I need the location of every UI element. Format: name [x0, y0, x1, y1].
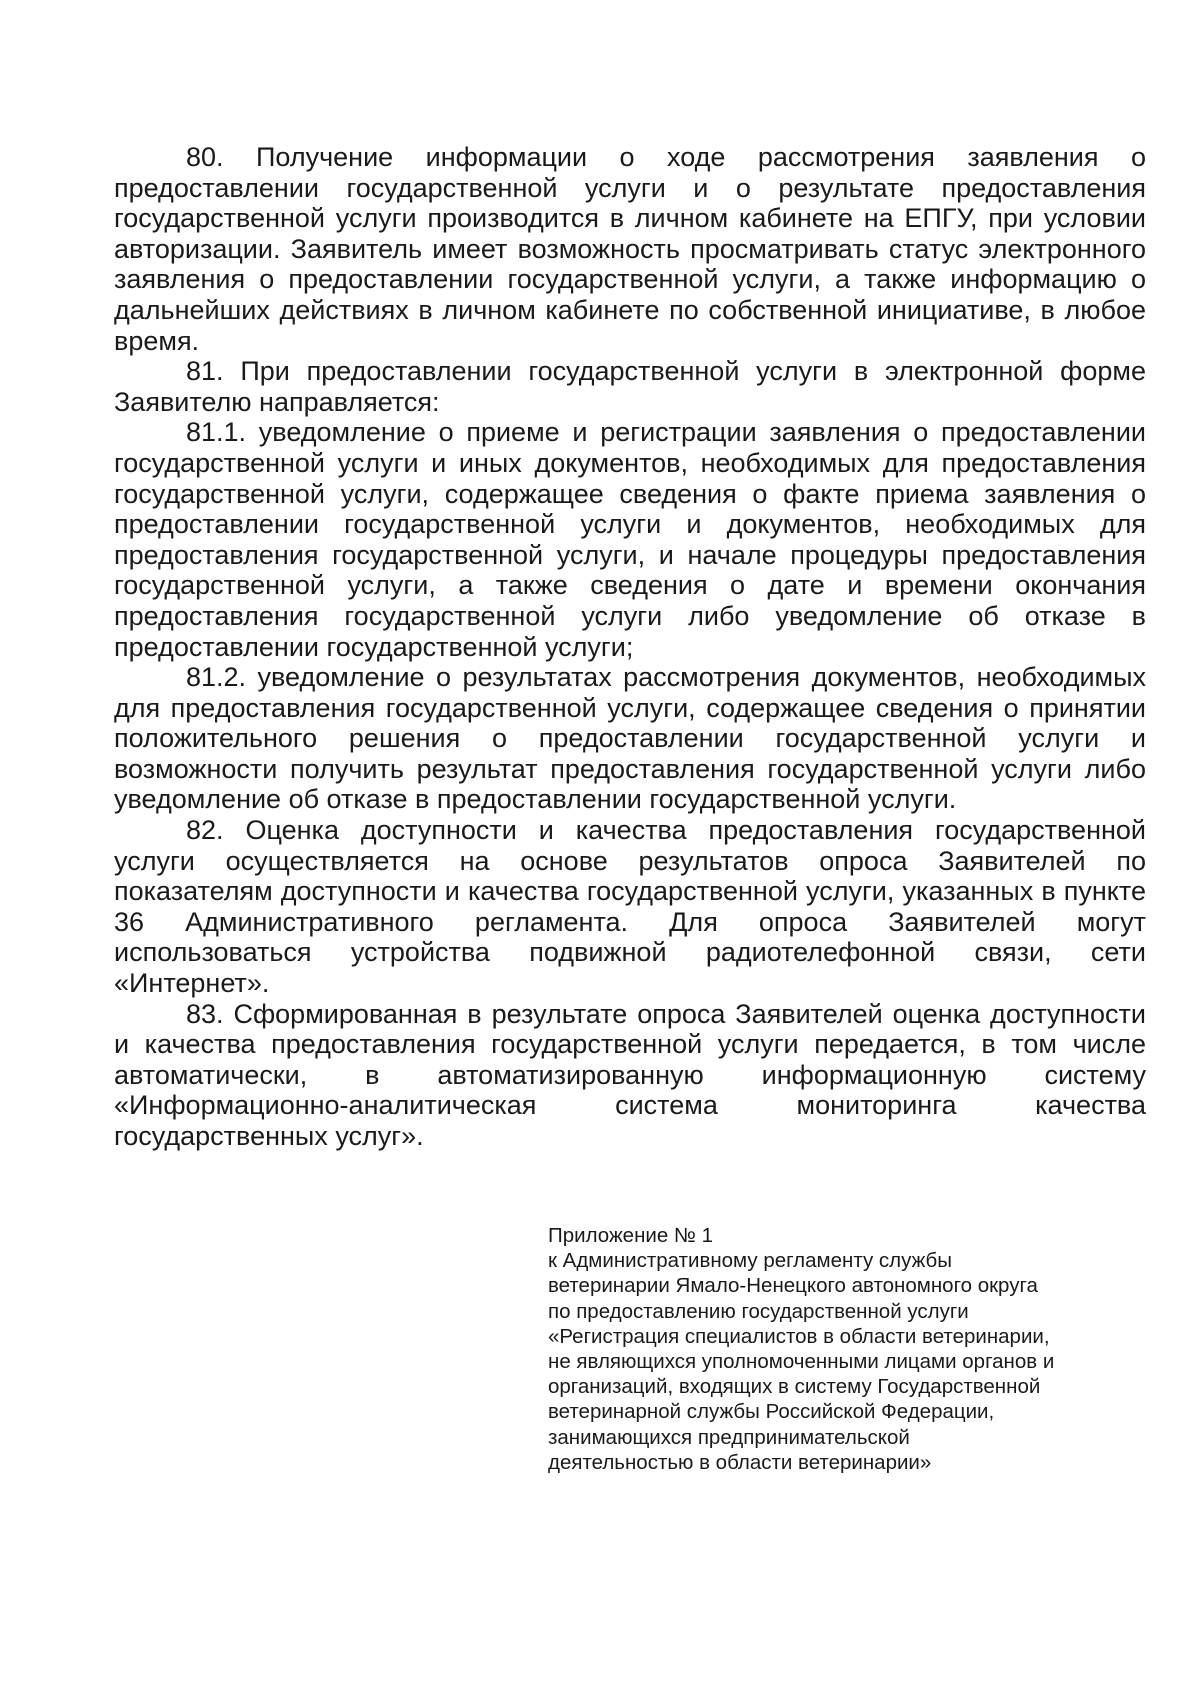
appendix-line: не являющихся уполномоченными лицами органов и — [548, 1350, 1055, 1374]
paragraph-81-2: 81.2. уведомление о результатах рассмотрения документов, необходимых для предоставления государственной услуги, содержащее сведения о принятии положительного решения о предоставлении государственной услуги и возможности получить результат предоставления государственной услуги либо уведомление об отказе в предоставлении государственной услуги. — [114, 662, 1146, 815]
appendix-line: занимающихся предпринимательской — [548, 1425, 910, 1449]
appendix-title: Приложение № 1 — [548, 1224, 714, 1247]
appendix-line: ветеринарии Ямало-Ненецкого автономного округа — [548, 1274, 1038, 1298]
document-body — [114, 142, 1146, 1152]
appendix-line: «Регистрация специалистов в области ветеринарии, — [548, 1324, 1050, 1348]
appendix-line: организаций, входящих в систему Государственной — [548, 1375, 1041, 1399]
appendix-line: по предоставлению государственной услуги — [548, 1299, 969, 1323]
appendix-line: к Административному регламенту службы — [548, 1249, 953, 1273]
appendix-line: ветеринарной службы Российской Федерации, — [548, 1400, 995, 1424]
paragraph-82: 82. Оценка доступности и качества предоставления государственной услуги осуществляется на основе результатов опроса Заявителей по показателям доступности и качества государственной услуги, указанных в пункте 36 Административного регламента. Для опроса Заявителей могут использоваться устройства подвижной радиотелефонной связи, сети «Интернет». — [114, 815, 1146, 999]
paragraph-83: 83. Сформированная в результате опроса Заявителей оценка доступности и качества предоставления государственной услуги передается, в том числе автоматически, в автоматизированную информационную систему «Информационно-аналитическая система мониторинга качества государственных услуг». — [114, 998, 1146, 1151]
paragraph-81: 81. При предоставлении государственной услуги в электронной форме Заявителю направляется: — [114, 356, 1146, 417]
paragraph-81-1: 81.1. уведомление о приеме и регистрации заявления о предоставлении государственной услуги и иных документов, необходимых для предоставления государственной услуги, содержащее сведения о факте приема заявления о предоставлении государственной услуги и документов, необходимых для предоставления государственной услуги, и начале процедуры предоставления государственной услуги, а также сведения о дате и времени окончания предоставления государственной услуги либо уведомление об отказе в предоставлении государственной услуги; — [114, 417, 1146, 662]
appendix-line: деятельностью в области ветеринарии» — [548, 1450, 932, 1474]
appendix-header-block — [548, 1223, 1158, 1475]
paragraph-80: 80. Получение информации о ходе рассмотрения заявления о предоставлении государственной услуги и о результате предоставления государственной услуги производится в личном кабинете на ЕПГУ, при условии авторизации. Заявитель имеет возможность просматривать статус электронного заявления о предоставлении государственной услуги, а также информацию о дальнейших действиях в личном кабинете по собственной инициативе, в любое время. — [114, 142, 1146, 356]
